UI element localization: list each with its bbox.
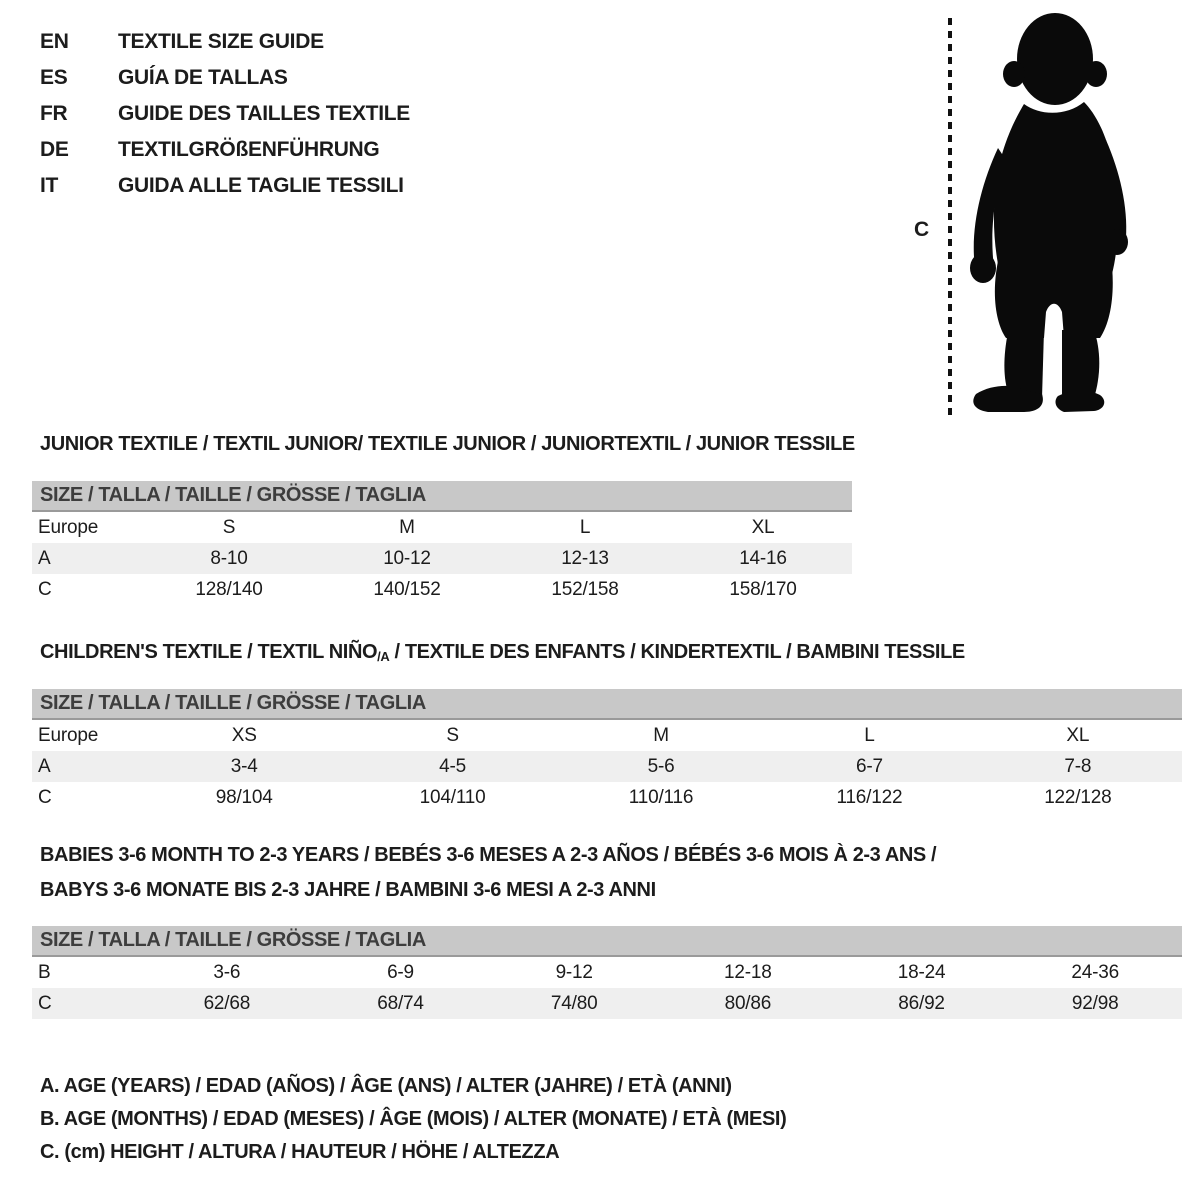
- cell: 128/140: [195, 578, 263, 600]
- column-header: Europe: [38, 724, 99, 746]
- column-header: XL: [1066, 724, 1090, 746]
- height-label-c: C: [914, 218, 930, 241]
- cell: 152/158: [551, 578, 619, 600]
- legend-line-a: A. AGE (YEARS) / EDAD (AÑOS) / ÂGE (ANS) / ALTER (JAHRE) / ETÀ (ANNI): [40, 1075, 732, 1097]
- language-title: TEXTILGRÖßENFÜHRUNG: [118, 138, 380, 161]
- language-code: ES: [40, 66, 68, 89]
- column-header: M: [653, 724, 669, 746]
- measurement-legend: [40, 1070, 786, 1169]
- language-code: IT: [40, 174, 59, 197]
- cell: 98/104: [215, 786, 273, 808]
- cell: 14-16: [739, 547, 787, 569]
- cell: 86/92: [898, 992, 945, 1014]
- cell: 10-12: [383, 547, 431, 569]
- cell: 3-4: [230, 755, 258, 777]
- row-label: C: [38, 992, 52, 1014]
- cell: 122/128: [1044, 786, 1112, 808]
- cell: 80/86: [724, 992, 772, 1014]
- cell: 140/152: [373, 578, 441, 600]
- language-row-es: [40, 60, 410, 96]
- children-title-sub: /A: [377, 649, 390, 664]
- column-header: XS: [231, 724, 257, 746]
- cell: 6-9: [387, 961, 414, 983]
- cell: 6-7: [855, 755, 883, 777]
- junior-size-table: [32, 481, 852, 605]
- cell: 74/80: [550, 992, 598, 1014]
- cell: 62/68: [203, 992, 251, 1014]
- cell: 24-36: [1071, 961, 1119, 983]
- junior-row-c: [32, 574, 852, 605]
- language-row-fr: [40, 96, 410, 132]
- language-title: GUÍA DE TALLAS: [118, 66, 288, 89]
- babies-title-line1: BABIES 3-6 MONTH TO 2-3 YEARS / BEBÉS 3-6 MESES A 2-3 AÑOS / BÉBÉS 3-6 MOIS À 2-3 ANS /: [40, 844, 937, 866]
- row-label: A: [38, 755, 51, 777]
- cell: 12-18: [724, 961, 772, 983]
- cell: 158/170: [729, 578, 797, 600]
- row-label: C: [38, 786, 52, 808]
- legend-line-c: C. (cm) HEIGHT / ALTURA / HAUTEUR / HÖHE / ALTEZZA: [40, 1141, 560, 1163]
- language-code: DE: [40, 138, 69, 161]
- junior-row-a: [32, 543, 852, 574]
- children-title-post: / TEXTILE DES ENFANTS / KINDERTEXTIL / BAMBINI TESSILE: [389, 641, 965, 663]
- children-row-a: [32, 751, 1182, 782]
- column-header: S: [446, 724, 459, 746]
- height-dashed-line: [946, 18, 954, 418]
- language-title: GUIDA ALLE TAGLIE TESSILI: [118, 174, 404, 197]
- babies-section-title: [40, 838, 936, 908]
- junior-size-header-bar: SIZE / TALLA / TAILLE / GRÖSSE / TAGLIA: [32, 481, 852, 512]
- row-label: A: [38, 547, 51, 569]
- row-label: C: [38, 578, 52, 600]
- junior-columns-row: [32, 512, 852, 543]
- cell: 104/110: [419, 786, 486, 808]
- cell: 110/116: [628, 786, 694, 808]
- cell: 3-6: [213, 961, 241, 983]
- babies-size-table: [32, 926, 1182, 1019]
- column-header: M: [399, 516, 415, 538]
- column-header: Europe: [38, 516, 99, 538]
- language-title: TEXTILE SIZE GUIDE: [118, 30, 324, 53]
- children-columns-row: [32, 720, 1182, 751]
- column-header: L: [579, 516, 591, 538]
- cell: 7-8: [1064, 755, 1092, 777]
- language-row-en: [40, 24, 410, 60]
- column-header: S: [222, 516, 236, 538]
- children-size-header-bar: SIZE / TALLA / TAILLE / GRÖSSE / TAGLIA: [32, 689, 1182, 720]
- row-label: B: [38, 961, 51, 983]
- junior-section-title: JUNIOR TEXTILE / TEXTIL JUNIOR/ TEXTILE JUNIOR / JUNIORTEXTIL / JUNIOR TESSILE: [40, 433, 855, 455]
- cell: 18-24: [897, 961, 946, 983]
- toddler-silhouette-icon: [962, 12, 1138, 416]
- column-header: L: [864, 724, 875, 746]
- babies-row-b: [32, 957, 1182, 988]
- column-header: XL: [751, 516, 775, 538]
- language-list: [40, 24, 410, 204]
- language-code: FR: [40, 102, 68, 125]
- cell: 68/74: [377, 992, 424, 1014]
- language-code: EN: [40, 30, 69, 53]
- legend-line-b: B. AGE (MONTHS) / EDAD (MESES) / ÂGE (MOIS) / ALTER (MONATE) / ETÀ (MESI): [40, 1108, 787, 1130]
- cell: 116/122: [836, 786, 903, 808]
- language-title: GUIDE DES TAILLES TEXTILE: [118, 102, 410, 125]
- children-section-title: [40, 641, 965, 664]
- language-row-de: [40, 132, 410, 168]
- babies-title-line2: BABYS 3-6 MONATE BIS 2-3 JAHRE / BAMBINI 3-6 MESI A 2-3 ANNI: [40, 879, 656, 901]
- babies-row-c: [32, 988, 1182, 1019]
- babies-size-header-bar: SIZE / TALLA / TAILLE / GRÖSSE / TAGLIA: [32, 926, 1182, 957]
- language-row-it: [40, 168, 410, 204]
- cell: 4-5: [439, 755, 467, 777]
- children-row-c: [32, 782, 1182, 813]
- height-measure-figure: [900, 10, 1160, 430]
- children-title-pre: CHILDREN'S TEXTILE / TEXTIL NIÑO: [40, 641, 378, 663]
- cell: 92/98: [1071, 992, 1119, 1014]
- children-size-table: [32, 689, 1182, 813]
- cell: 5-6: [647, 755, 675, 777]
- cell: 12-13: [561, 547, 609, 569]
- cell: 9-12: [555, 961, 593, 983]
- cell: 8-10: [210, 547, 248, 569]
